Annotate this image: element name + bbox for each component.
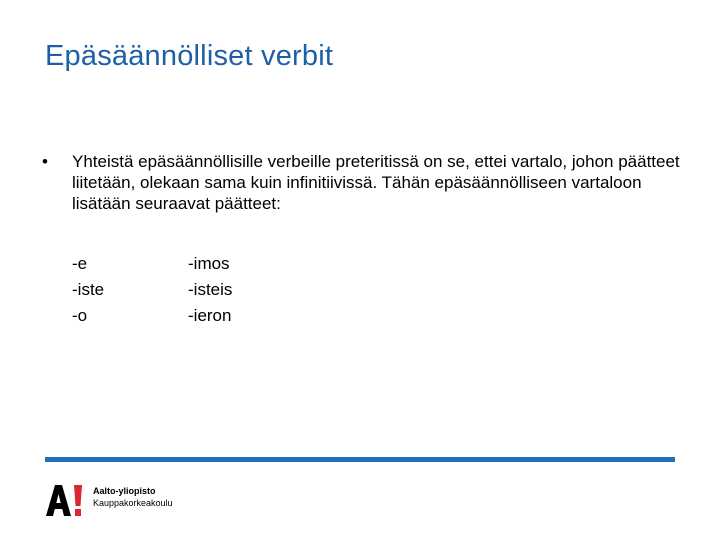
- bullet-dot: •: [42, 152, 48, 171]
- ending-item: -e: [72, 254, 88, 273]
- bullet-text: Yhteistä epäsäännöllisille verbeille preteritissä on se, ettei vartalo, johon päätteet liitetään, olekaan sama kuin infinitiivissä. Tähän epäsäännölliseen vartaloon lisätään seuraavat päätteet:: [72, 152, 680, 213]
- endings-column-2: [188, 251, 232, 329]
- ending-item: -imos: [188, 254, 230, 273]
- footer-rule: [45, 457, 675, 462]
- logo-text: [93, 485, 173, 509]
- logo-line-university: Aalto-yliopisto: [93, 486, 156, 496]
- aalto-logo-icon: [45, 483, 87, 517]
- ending-item: -iste: [72, 280, 105, 299]
- endings-column-1: [72, 251, 104, 329]
- ending-item: -ieron: [188, 306, 232, 325]
- logo-line-school: Kauppakorkeakoulu: [93, 498, 173, 508]
- slide-title: Epäsäännölliset verbit: [45, 40, 334, 72]
- bullet-item: [42, 151, 682, 214]
- ending-item: -o: [72, 306, 88, 325]
- ending-item: -isteis: [188, 280, 233, 299]
